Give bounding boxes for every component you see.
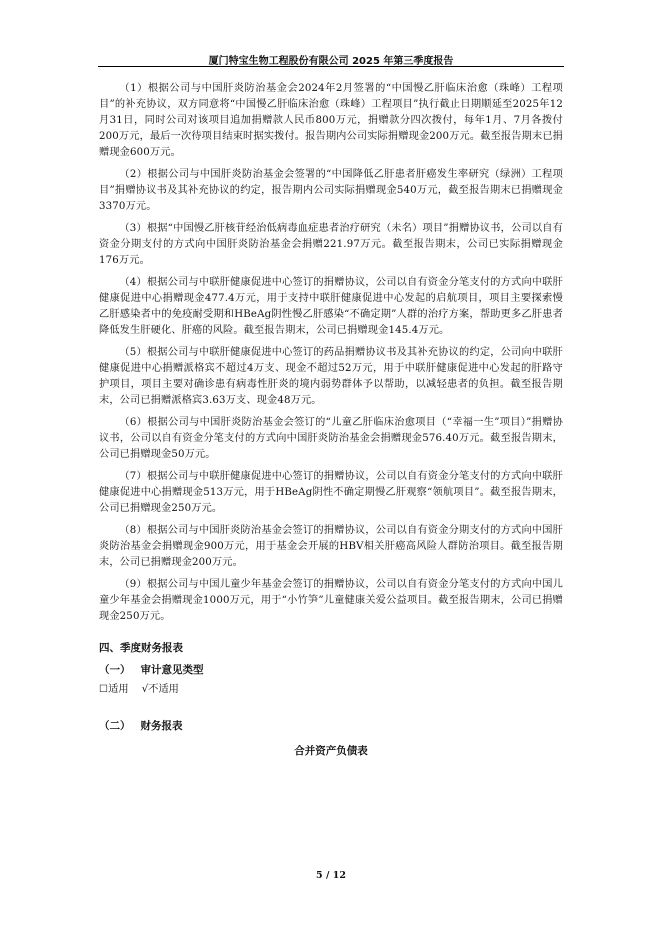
subsection-number: （一） bbox=[99, 664, 131, 676]
paragraph-donation-9: （9）根据公司与中国儿童少年基金会签订的捐赠协议，公司以自有资金分笔支付的方式向中国儿童少年基金会捐赠现金1000万元，用于“小竹笋”儿童健康关爱公益项目。截至报告期末，公司已捐赠现金250万元。 bbox=[99, 579, 563, 622]
subsection-number: （二） bbox=[99, 720, 131, 732]
subsection-financial-statements bbox=[99, 717, 563, 735]
paragraph-donation-3: （3）根据“中国慢乙肝核苷经治低病毒血症患者治疗研究（未名）项目”捐赠协议书，公司以自有资金分期支付的方式向中国肝炎防治基金会捐赠221.97万元。截至报告期末，公司已实际捐赠现金176万元。 bbox=[99, 223, 563, 266]
option-applicable: ☐适用 bbox=[99, 684, 129, 695]
paragraph-donation-7: （7）根据公司与中联肝健康促进中心签订的捐赠协议，公司以自有资金分笔支付的方式向中联肝健康促进中心捐赠现金513万元，用于HBeAg阴性不确定期慢乙肝观察“领航项目”。截至报告期末，公司已捐赠现金250万元。 bbox=[99, 471, 563, 514]
table-title-balance-sheet: 合并资产负债表 bbox=[294, 745, 368, 757]
paragraph-donation-8: （8）根据公司与中国肝炎防治基金会签订的捐赠协议，公司以自有资金分期支付的方式向中国肝炎防治基金会捐赠现金900万元，用于基金会开展的HBV相关肝癌高风险人群防治项目。截至报告期末，公司已捐赠现金200万元。 bbox=[99, 525, 563, 568]
audit-opinion-options bbox=[99, 681, 563, 699]
subsection-title: 财务报表 bbox=[140, 720, 183, 732]
paragraph-donation-2: （2）根据公司与中国肝炎防治基金会签署的“中国降低乙肝患者肝癌发生率研究（绿洲）工程项目”捐赠协议书及其补充协议的约定，报告期内公司实际捐赠现金540万元，截至报告期末已捐赠现金3370万元。 bbox=[99, 169, 563, 212]
paragraph-donation-6: （6）根据公司与中国肝炎防治基金会签订的“儿童乙肝临床治愈项目（“幸福一生”项目）”捐赠协议书，公司以自有资金分笔支付的方式向中国肝炎防治基金会捐赠现金576.40万元。截至报告期末，公司已捐赠现金50万元。 bbox=[99, 417, 563, 460]
paragraph-donation-5: （5）根据公司与中联肝健康促进中心签订的药品捐赠协议书及其补充协议的约定，公司向中联肝健康促进中心捐赠派格宾不超过4万支、现金不超过52万元，用于中联肝健康促进中心发起的肝路守护项目，项目主要对确诊患有病毒性肝炎的境内弱势群体予以帮助，以减轻患者的负担。截至报告期末，公司已捐赠派格宾3.63万支、现金48万元。 bbox=[99, 347, 563, 406]
page-number: 5 / 12 bbox=[316, 870, 346, 881]
page-body bbox=[99, 81, 563, 758]
option-not-applicable: √不适用 bbox=[141, 684, 179, 695]
paragraph-donation-4: （4）根据公司与中联肝健康促进中心签订的捐赠协议，公司以自有资金分笔支付的方式向中联肝健康促进中心捐赠现金477.4万元，用于支持中联肝健康促进中心发起的启航项目，项目主要探索慢乙肝感染者中的免疫耐受期和HBeAg阴性慢乙肝感染“不确定期”人群的治疗方案，帮助更多乙肝患者降低发生肝硬化、肝癌的风险。截至报告期末，公司已捐赠现金145.4万元。 bbox=[99, 277, 563, 336]
section-title-financial-statements: 四、季度财务报表 bbox=[99, 642, 183, 654]
subsection-title: 审计意见类型 bbox=[140, 664, 204, 676]
paragraph-donation-1: （1）根据公司与中国肝炎防治基金会2024年2月签署的“中国慢乙肝临床治愈（珠峰）工程项目”的补充协议，双方同意将“中国慢乙肝临床治愈（珠峰）工程项目”执行截止日期顺延至2025年12月31日，同时公司对该项目追加捐赠款人民币800万元，捐赠款分四次拨付，每年1月、7月各拨付200万元，最后一次待项目结束时据实拨付。报告期内公司实际捐赠现金200万元。截至报告期末已捐赠现金600万元。 bbox=[99, 83, 563, 158]
subsection-audit-opinion bbox=[99, 661, 563, 679]
page-header: 厦门特宝生物工程股份有限公司 2025 年第三季度报告 bbox=[208, 56, 454, 67]
header-divider bbox=[98, 66, 564, 67]
